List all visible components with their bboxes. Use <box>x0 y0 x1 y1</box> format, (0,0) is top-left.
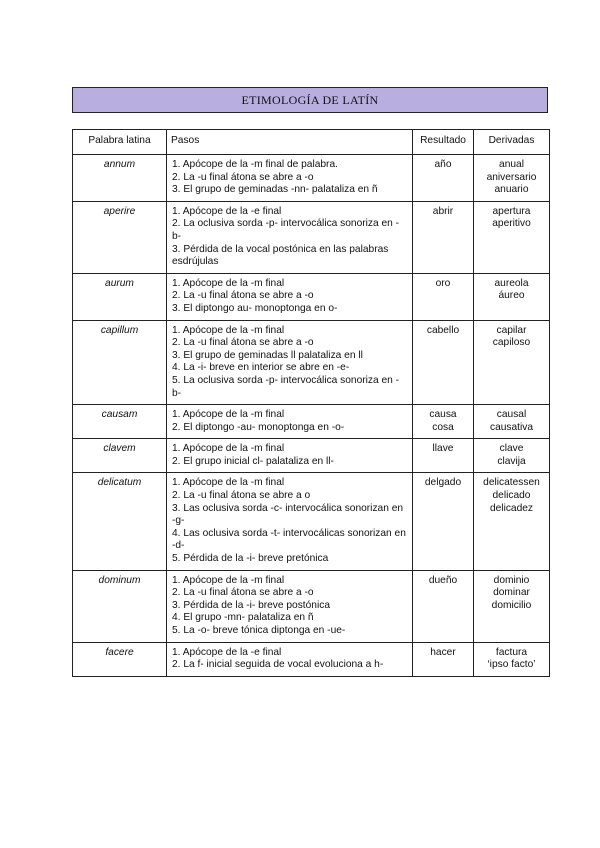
resultado-cell <box>413 201 474 273</box>
latin-word: dominum <box>73 570 167 642</box>
derivadas-cell <box>474 201 550 273</box>
paso-step: 5. La oclusiva sorda -p- intervocálica sonoriza en -b- <box>172 374 400 399</box>
paso-step: 4. El grupo -mn- palataliza en ñ <box>172 612 314 624</box>
paso-step: 1. Apócope de la -m final <box>172 277 285 289</box>
paso-step: 3. El grupo de geminadas ll palataliza en ll <box>172 349 363 361</box>
paso-step: 2. El grupo inicial cl- palataliza en ll- <box>172 455 334 467</box>
resultado-cell <box>413 273 474 320</box>
paso-step: 2. La -u final átona se abre a -o <box>172 587 314 599</box>
resultado-word: cabello <box>426 324 460 336</box>
derivada-word: ‘ipso facto’ <box>487 659 536 671</box>
derivadas-cell <box>474 473 550 570</box>
paso-step: 3. El diptongo au- monoptonga en o- <box>172 302 338 314</box>
resultado-word: oro <box>435 277 451 289</box>
paso-step: 2. La -u final átona se abre a o <box>172 490 311 502</box>
header-palabra-latina: Palabra latina <box>73 130 167 155</box>
resultado-word: abrir <box>432 205 454 217</box>
paso-step: 3. El grupo de geminadas -nn- palataliza en ñ <box>172 184 378 196</box>
paso-step: 5. La -o- breve tónica diptonga en -ue- <box>172 625 346 636</box>
resultado-cell <box>413 473 474 570</box>
resultado-word: causa <box>429 409 457 421</box>
paso-step: 2. La -u final átona se abre a -o <box>172 171 314 183</box>
resultado-cell <box>413 570 474 642</box>
pasos-cell <box>167 473 413 570</box>
derivada-word: causal <box>496 409 527 421</box>
derivadas-cell <box>474 273 550 320</box>
derivada-word: factura <box>495 646 528 658</box>
paso-step: 3. Pérdida de la vocal postónica en las palabras esdrújulas <box>172 243 389 268</box>
table-header-row <box>73 130 550 155</box>
derivada-word: delicatessen <box>483 477 540 489</box>
header-derivadas: Derivadas <box>474 130 550 155</box>
resultado-word: hacer <box>430 646 456 658</box>
derivada-word: apertura <box>492 205 531 217</box>
derivada-word: capilar <box>496 324 527 336</box>
paso-step: 2. La f- inicial seguida de vocal evoluciona a h- <box>172 659 384 671</box>
paso-step: 1. Apócope de la -m final <box>172 409 285 421</box>
derivada-word: capiloso <box>492 337 531 349</box>
pasos-cell <box>167 405 413 439</box>
paso-step: 1. Apócope de la -m final <box>172 574 285 586</box>
derivada-word: áureo <box>498 290 525 302</box>
resultado-cell <box>413 155 474 202</box>
derivada-word: clave <box>499 443 524 455</box>
derivadas-cell <box>474 320 550 405</box>
pasos-cell <box>167 642 413 676</box>
paso-step: 1. Apócope de la -m final de palabra. <box>172 159 338 170</box>
pasos-cell <box>167 570 413 642</box>
pasos-cell <box>167 155 413 202</box>
latin-word: aperire <box>73 201 167 273</box>
derivada-word: delicadez <box>489 502 534 514</box>
table-row <box>73 155 550 202</box>
resultado-cell <box>413 405 474 439</box>
derivada-word: causativa <box>489 421 534 433</box>
derivadas-cell <box>474 570 550 642</box>
resultado-word: llave <box>432 443 454 455</box>
pasos-cell <box>167 273 413 320</box>
derivadas-cell <box>474 405 550 439</box>
table-row <box>73 320 550 405</box>
derivadas-cell <box>474 439 550 473</box>
table-row <box>73 473 550 570</box>
derivada-word: dominio <box>493 574 530 586</box>
paso-step: 1. Apócope de la -m final <box>172 443 285 455</box>
paso-step: 1. Apócope de la -m final <box>172 324 285 336</box>
resultado-word: dueño <box>428 574 458 586</box>
latin-word: causam <box>73 405 167 439</box>
resultado-cell <box>413 642 474 676</box>
table-row <box>73 273 550 320</box>
paso-step: 1. Apócope de la -m final <box>172 477 285 489</box>
derivada-word: aperitivo <box>492 218 531 230</box>
table-row <box>73 570 550 642</box>
paso-step: 2. La -u final átona se abre a -o <box>172 290 314 302</box>
table-row <box>73 201 550 273</box>
pasos-cell <box>167 201 413 273</box>
paso-step: 4. La -i- breve en interior se abre en -e- <box>172 362 350 374</box>
paso-step: 2. La oclusiva sorda -p- intervocálica sonoriza en -b- <box>172 218 400 242</box>
table-row <box>73 642 550 676</box>
derivada-word: anuario <box>494 184 529 196</box>
resultado-word: delgado <box>424 477 462 489</box>
paso-step: 4. Las oclusiva sorda -t- intervocálicas sonorizan en -d- <box>172 527 406 552</box>
etymology-table <box>72 129 550 677</box>
resultado-cell <box>413 439 474 473</box>
derivada-word: aniversario <box>486 171 537 183</box>
latin-word: clavem <box>73 439 167 473</box>
derivada-word: clavija <box>497 455 526 467</box>
header-resultado: Resultado <box>413 130 474 155</box>
pasos-cell <box>167 320 413 405</box>
latin-word: capillum <box>73 320 167 405</box>
paso-step: 3. Las oclusiva sorda -c- intervocálica sonorizan en -g- <box>172 502 404 527</box>
derivada-word: domicilio <box>491 599 532 611</box>
derivada-word: aureola <box>494 277 529 289</box>
paso-step: 5. Pérdida de la -i- breve pretónica <box>172 553 329 565</box>
resultado-word: cosa <box>432 421 454 433</box>
paso-step: 1. Apócope de la -e final <box>172 205 282 217</box>
table-row <box>73 405 550 439</box>
latin-word: aurum <box>73 273 167 320</box>
derivadas-cell <box>474 642 550 676</box>
resultado-word: año <box>434 159 452 170</box>
document-title: ETIMOLOGÍA DE LATÍN <box>72 87 548 113</box>
paso-step: 2. La -u final átona se abre a -o <box>172 337 314 349</box>
paso-step: 1. Apócope de la -e final <box>172 646 282 658</box>
paso-step: 2. El diptongo -au- monoptonga en -o- <box>172 421 345 433</box>
resultado-cell <box>413 320 474 405</box>
table-row <box>73 439 550 473</box>
derivada-word: delicado <box>492 490 531 502</box>
latin-word: delicatum <box>73 473 167 570</box>
derivada-word: anual <box>499 159 524 170</box>
paso-step: 3. Pérdida de la -i- breve postónica <box>172 599 330 611</box>
latin-word: facere <box>73 642 167 676</box>
latin-word: annum <box>73 155 167 202</box>
header-pasos: Pasos <box>167 130 413 155</box>
derivada-word: dominar <box>493 587 530 599</box>
derivadas-cell <box>474 155 550 202</box>
pasos-cell <box>167 439 413 473</box>
